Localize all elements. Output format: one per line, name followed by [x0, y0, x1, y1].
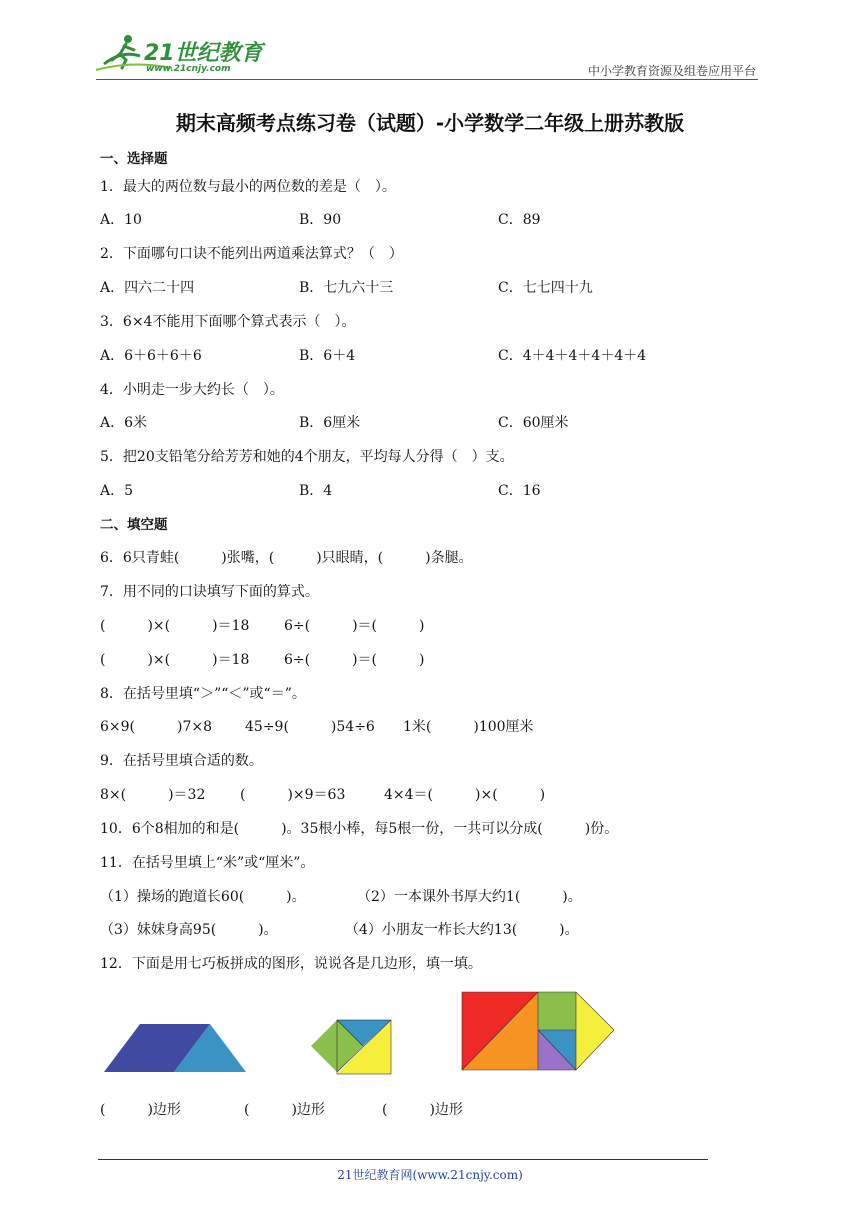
q11-part-4: （4）小朋友一柞长大约13( )。 [345, 922, 579, 938]
q8-item-a: 6×9( )7×8 [100, 719, 213, 735]
logo-text: 21世纪教育 [144, 41, 263, 66]
q4-option-c: C．60厘米 [498, 415, 569, 431]
q3-option-b: B．6＋4 [299, 348, 356, 364]
q5-option-b: B．4 [299, 483, 333, 499]
q11-part-1: （1）操场的跑道长60( )。 [100, 889, 306, 905]
q12-answer-2: ( )边形 [244, 1102, 325, 1118]
section-heading-fill: 二、填空题 [100, 517, 168, 533]
q5-option-c: C．16 [498, 483, 541, 499]
q7-line1-multiply: ( )×( )＝18 [100, 618, 250, 634]
footer-link[interactable]: 21世纪教育网(www.21cnjy.com) [337, 1168, 523, 1182]
q3-option-a: A．6＋6＋6＋6 [100, 348, 202, 364]
q8-item-b: 45÷9( )54÷6 [245, 719, 375, 735]
tangram-green-square-piece [538, 992, 576, 1030]
page-title: 期末高频考点练习卷（试题）-小学数学二年级上册苏教版 [175, 111, 685, 135]
tangram-pentagon-figure [307, 1016, 397, 1078]
q7-line1-divide: 6÷( )＝( ) [284, 618, 425, 634]
q9-item-b: ( )×9＝63 [240, 787, 346, 803]
header-divider [96, 79, 758, 80]
header-platform-text: 中小学教育资源及组卷应用平台 [587, 64, 756, 78]
q7-line2-multiply: ( )×( )＝18 [100, 652, 250, 668]
logo-url: www.21cnjy.com [146, 64, 231, 74]
question-12: 12．下面是用七巧板拼成的图形，说说各是几边形，填一填。 [100, 956, 482, 972]
q12-answer-3: ( )边形 [382, 1102, 463, 1118]
tangram-hexagon-figure [458, 990, 618, 1074]
question-2: 2．下面哪句口诀不能列出两道乘法算式？（ ） [100, 246, 403, 262]
footer-divider [98, 1159, 708, 1160]
q1-option-b: B．90 [299, 212, 342, 228]
question-7: 7．用不同的口诀填写下面的算式。 [100, 584, 319, 600]
q2-option-c: C．七七四十九 [498, 280, 593, 296]
question-8: 8．在括号里填“＞”“＜”或“＝”。 [100, 686, 306, 702]
q8-item-c: 1米( )100厘米 [403, 719, 534, 735]
q9-item-c: 4×4＝( )×( ) [384, 787, 546, 803]
tangram-trapezoid-figure [100, 1020, 250, 1076]
section-heading-choice: 一、选择题 [100, 151, 168, 167]
q7-line2-divide: 6÷( )＝( ) [284, 652, 425, 668]
question-1: 1．最大的两位数与最小的两位数的差是（ ）。 [100, 179, 396, 195]
question-4: 4．小明走一步大约长（ ）。 [100, 382, 284, 398]
tangram-yellow-triangle-piece [576, 992, 614, 1070]
q9-item-a: 8×( )＝32 [100, 787, 206, 803]
q11-part-3: （3）妹妹身高95( )。 [100, 922, 278, 938]
question-5: 5．把20支铅笔分给芳芳和她的4个朋友，平均每人分得（ ）支。 [100, 449, 514, 465]
q5-option-a: A．5 [100, 483, 134, 499]
site-logo [92, 30, 262, 80]
q4-option-a: A．6米 [100, 415, 148, 431]
q1-option-a: A．10 [100, 212, 142, 228]
q4-option-b: B．6厘米 [299, 415, 361, 431]
q1-option-c: C．89 [498, 212, 541, 228]
q3-option-c: C．4＋4＋4＋4＋4＋4 [498, 348, 647, 364]
question-3: 3．6×4不能用下面哪个算式表示（ ）。 [100, 314, 356, 330]
question-6: 6．6只青蛙( )张嘴，( )只眼睛，( )条腿。 [100, 550, 473, 566]
q2-option-b: B．七九六十三 [299, 280, 394, 296]
question-10: 10．6个8相加的和是( )。35根小棒，每5根一份，一共可以分成( )份。 [100, 821, 619, 837]
q2-option-a: A．四六二十四 [100, 280, 195, 296]
q12-answer-1: ( )边形 [100, 1102, 181, 1118]
question-11: 11．在括号里填上“米”或“厘米”。 [100, 855, 315, 871]
q11-part-2: （2）一本课外书厚大约1( )。 [357, 889, 582, 905]
question-9: 9．在括号里填合适的数。 [100, 753, 263, 769]
